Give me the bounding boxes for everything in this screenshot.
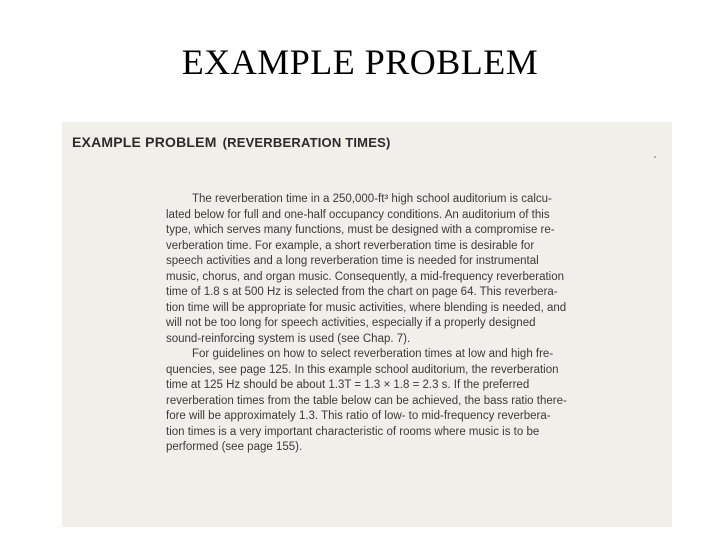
paragraph-line: speech activities and a long reverberation time is needed for instrumental [166, 255, 539, 267]
paragraph-line: verberation time. For example, a short reverberation time is desirable for [166, 239, 535, 252]
paragraph-line: type, which serves many functions, must be designed with a compromise re- [166, 224, 555, 236]
paragraph-line: fore will be approximately 1.3. This ratio of low- to mid-frequency reverbera- [166, 410, 551, 422]
paragraph-line: tion times is a very important characteristic of rooms where music is to be [166, 425, 540, 438]
scan-speck [654, 156, 656, 158]
scan-heading [72, 134, 390, 150]
scanned-text-image [62, 122, 672, 527]
slide-title: EXAMPLE PROBLEM [181, 42, 539, 82]
scan-heading-main: EXAMPLE PROBLEM [72, 134, 217, 150]
paragraph-line: music, chorus, and organ music. Consequently, a mid-frequency reverberation [166, 270, 565, 283]
paragraph-line: reverberation times from the table below can be achieved, the bass ratio there- [166, 394, 567, 407]
scan-heading-sub: (REVERBERATION TIMES) [222, 135, 391, 150]
paragraph-line: lated below for full and one-half occupancy conditions. An auditorium of this [166, 208, 550, 221]
paragraph-line: quencies, see page 125. In this example school auditorium, the reverberation [166, 363, 559, 376]
paragraph-line: performed (see page 155). [166, 441, 303, 453]
scan-body [166, 192, 666, 456]
paragraph-line: time at 125 Hz should be about 1.3T = 1.3 × 1.8 = 2.3 s. If the preferred [166, 379, 530, 391]
paragraph-line: sound-reinforcing system is used (see Chap. 7). [166, 332, 411, 345]
paragraph-line: will not be too long for speech activities, especially if a properly designed [166, 317, 536, 329]
paragraph-line: The reverberation time in a 250,000-ft³ high school auditorium is calcu- [192, 193, 552, 205]
paragraph-line: tion time will be appropriate for music activities, where blending is needed, and [166, 301, 567, 314]
paragraph-line: time of 1.8 s at 500 Hz is selected from the chart on page 64. This reverbera- [166, 286, 558, 298]
paragraph-line: For guidelines on how to select reverberation times at low and high fre- [192, 348, 554, 360]
